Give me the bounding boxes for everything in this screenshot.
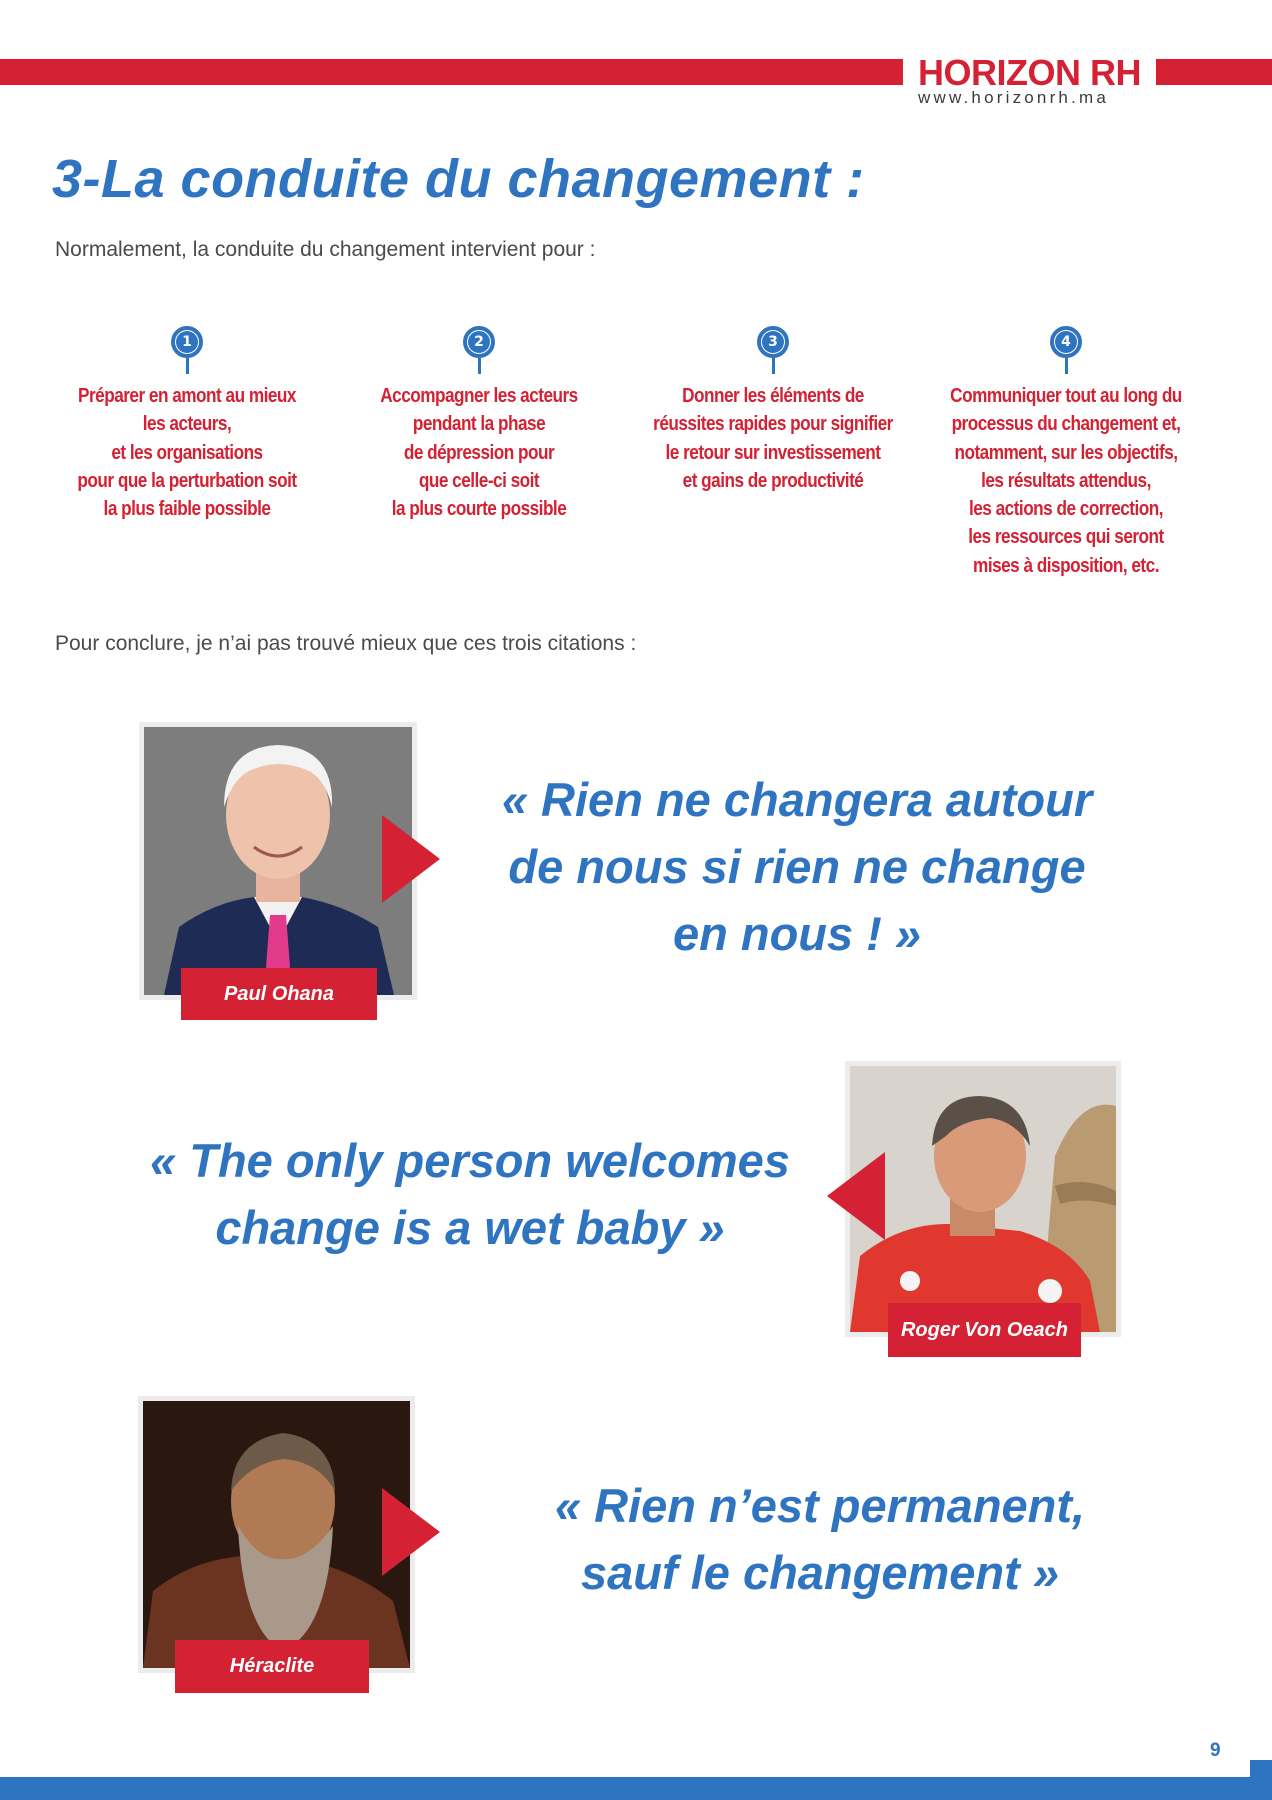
step-connector	[1065, 358, 1068, 374]
portrait-paul-ohana	[139, 722, 417, 1000]
quote-text: « Rien n’est permanent, sauf le changement »	[554, 1479, 1086, 1599]
pointer-arrow-icon	[382, 1488, 440, 1576]
step-text: Donner les éléments de réussites rapides pour signifier le retour sur investissement et gains de productivité	[653, 385, 893, 492]
footer-bar	[0, 1777, 1272, 1800]
step-2	[339, 326, 619, 523]
logo-name: HORIZON RH	[918, 52, 1141, 93]
page-title: 3-La conduite du changement :	[52, 149, 865, 209]
step-connector	[186, 358, 189, 374]
pointer-arrow-icon	[382, 815, 440, 903]
header-bar-left	[0, 59, 903, 85]
quote-text: « Rien ne changera autour de nous si rien ne change en nous ! »	[501, 773, 1093, 960]
conclusion-text: Pour conclure, je n’ai pas trouvé mieux que ces trois citations :	[55, 632, 637, 655]
author-tag: Paul Ohana	[181, 968, 377, 1020]
header-bar-right	[1156, 59, 1272, 85]
portrait-roger-von-oeach	[845, 1061, 1121, 1337]
step-connector	[478, 358, 481, 374]
step-text: Communiquer tout au long du processus du changement et, notamment, sur les objectifs, les résultats attendus, les actions de correction, les ressources qui seront mises à disposition, etc.	[950, 385, 1182, 577]
step-text: Préparer en amont au mieux les acteurs, et les organisations pour que la perturbation soit la plus faible possible	[77, 385, 297, 521]
step-number-icon: 1	[171, 326, 203, 358]
step-1	[47, 326, 327, 523]
author-tag: Héraclite	[175, 1640, 369, 1693]
step-number-icon: 3	[757, 326, 789, 358]
quote-text: « The only person welcomes change is a wet baby »	[150, 1134, 790, 1254]
author-tag: Roger Von Oeach	[888, 1303, 1081, 1357]
intro-text: Normalement, la conduite du changement intervient pour :	[55, 238, 596, 261]
page-number: 9	[1210, 1740, 1221, 1761]
step-3	[633, 326, 913, 495]
step-connector	[772, 358, 775, 374]
portrait-heraclite	[138, 1396, 415, 1673]
logo-url: www.horizonrh.ma	[918, 88, 1110, 107]
step-number-icon: 4	[1050, 326, 1082, 358]
step-number-icon: 2	[463, 326, 495, 358]
step-4	[926, 326, 1206, 580]
step-text: Accompagner les acteurs pendant la phase de dépression pour que celle-ci soit la plus courte possible	[380, 385, 578, 521]
pointer-arrow-icon	[827, 1152, 885, 1240]
